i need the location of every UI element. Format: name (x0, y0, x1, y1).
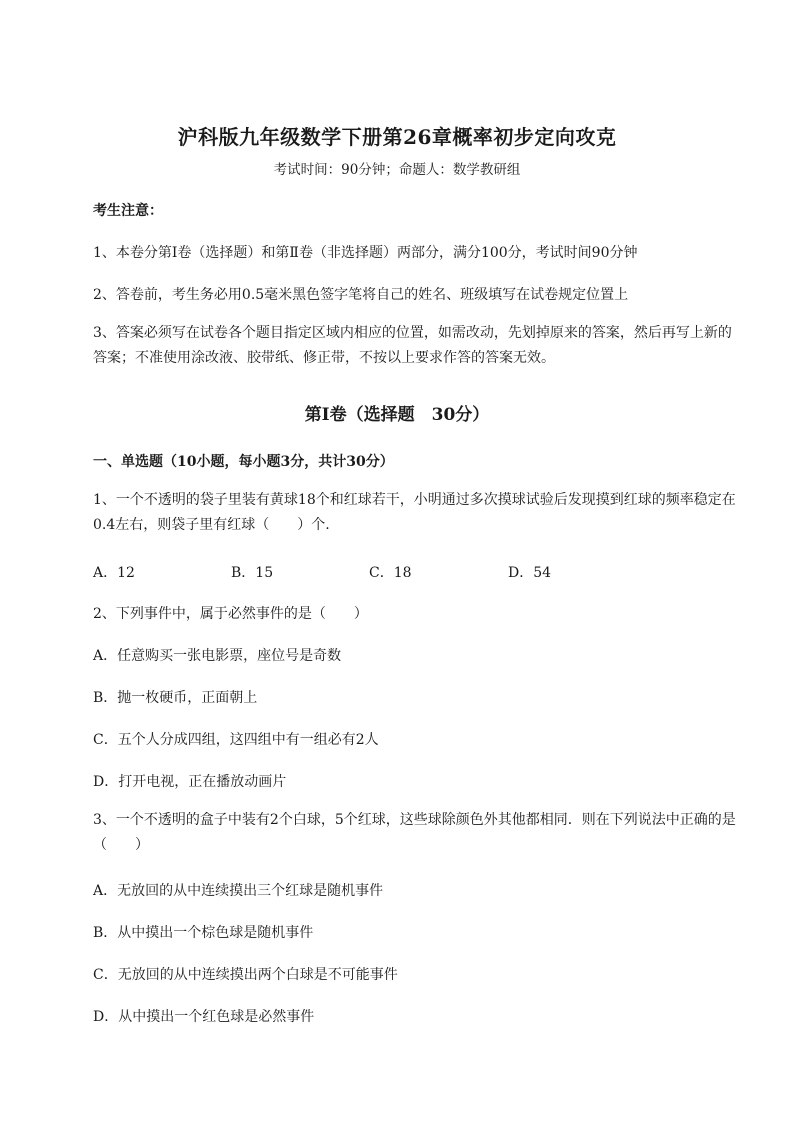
option-a: A．无放回的从中连续摸出三个红球是随机事件 (93, 883, 384, 899)
exam-info: 考试时间：90分钟；命题人：数学教研组 (273, 162, 521, 178)
option-c: C．五个人分成四组，这四组中有一组必有2人 (93, 732, 379, 748)
option-d: D．54 (508, 565, 552, 581)
option-c: C．无放回的从中连续摸出两个白球是不可能事件 (93, 967, 398, 983)
option-b: B．抛一枚硬币，正面朝上 (93, 690, 258, 706)
question-stem: 3、一个不透明的盒子中装有2个白球，5个红球，这些球除颜色外其他都相同．则在下列说法中正确的是（ ） (93, 812, 736, 853)
notice-item: 1、本卷分第I卷（选择题）和第Ⅱ卷（非选择题）两部分，满分100分，考试时间90分钟 (93, 245, 638, 261)
notice-item: 2、答卷前，考生务必用0.5毫米黑色签字笔将自己的姓名、班级填写在试卷规定位置上 (93, 287, 629, 303)
notice-heading: 考生注意： (93, 203, 163, 219)
option-d: D．从中摸出一个红色球是必然事件 (93, 1009, 315, 1025)
option-c: C．18 (369, 565, 412, 581)
question-stem: 2、下列事件中，属于必然事件的是（ ） (93, 606, 368, 622)
option-d: D．打开电视，正在播放动画片 (93, 774, 287, 790)
page-title: 沪科版九年级数学下册第26章概率初步定向攻克 (177, 125, 617, 149)
option-b: B．从中摸出一个棕色球是随机事件 (93, 925, 314, 941)
part-heading: 一、单选题（10小题，每小题3分，共计30分） (93, 454, 394, 470)
notice-item: 3、答案必须写在试卷各个题目指定区域内相应的位置，如需改动，先划掉原来的答案，然后再写上新的答案；不准使用涂改液、胶带纸、修正带，不按以上要求作答的答案无效。 (93, 325, 732, 366)
option-row (93, 562, 743, 582)
section-title: 第I卷（选择题 30分） (304, 405, 490, 425)
option-a: A．12 (93, 565, 135, 581)
question-stem: 1、一个不透明的袋子里装有黄球18个和红球若干，小明通过多次摸球试验后发现摸到红球的频率稳定在0.4左右，则袋子里有红球（ ）个. (93, 492, 736, 533)
option-b: B．15 (231, 565, 274, 581)
option-a: A．任意购买一张电影票，座位号是奇数 (93, 648, 342, 664)
